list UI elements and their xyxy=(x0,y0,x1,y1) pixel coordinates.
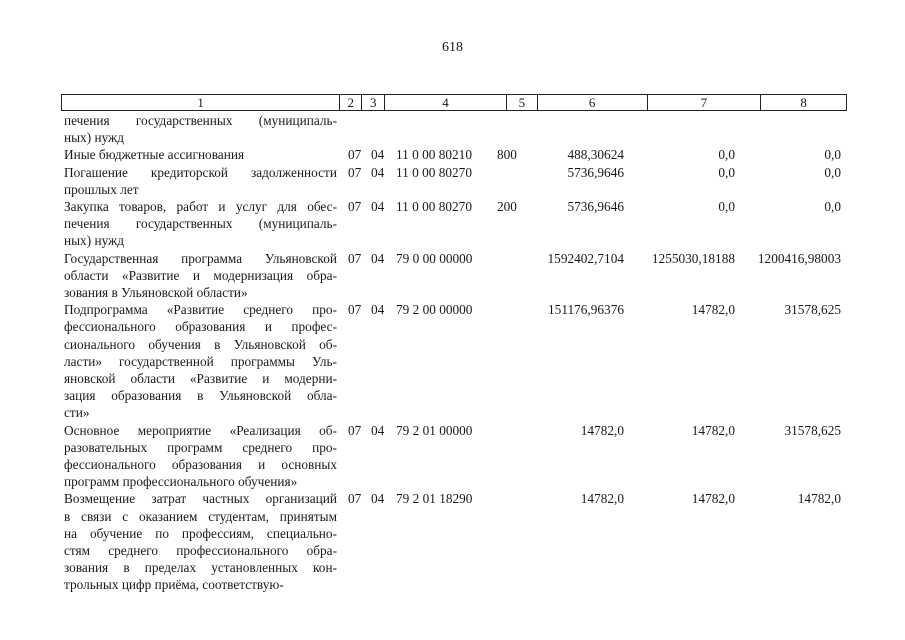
table-row xyxy=(0,301,905,421)
description-line: зования в Ульяновской области» xyxy=(64,285,248,301)
row-description xyxy=(64,146,337,163)
column-header-1: 1 xyxy=(62,95,340,110)
subsection-code: 04 xyxy=(371,199,385,215)
amount-col-6: 1592402,7104 xyxy=(547,250,624,266)
column-header-8: 8 xyxy=(800,95,807,110)
section-code: 07 xyxy=(348,491,362,507)
table-row xyxy=(0,112,905,146)
row-description xyxy=(64,250,337,302)
amount-col-6: 5736,9646 xyxy=(567,164,624,180)
table-row xyxy=(0,250,905,302)
description-line: программ профессионального обучения» xyxy=(64,474,298,490)
target-article-code: 79 2 01 00000 xyxy=(396,422,473,438)
description-line: зования в пределах установленных кон- xyxy=(64,560,337,576)
target-article-code: 11 0 00 80210 xyxy=(396,147,472,163)
section-code: 07 xyxy=(348,422,362,438)
description-line: Государственная программа Ульяновской xyxy=(64,250,337,266)
amount-col-6: 488,30624 xyxy=(567,147,624,163)
description-line: зация образования в Ульяновской обла- xyxy=(64,388,337,404)
description-line: Иные бюджетные ассигнования xyxy=(64,147,245,163)
table-row xyxy=(0,490,905,593)
amount-col-8: 14782,0 xyxy=(797,491,841,507)
target-article-code: 79 0 00 00000 xyxy=(396,250,473,266)
amount-col-8: 0,0 xyxy=(824,147,841,163)
row-description xyxy=(64,422,337,491)
description-line: области «Развитие и модернизация обра- xyxy=(64,267,337,283)
amount-col-7: 14782,0 xyxy=(691,422,735,438)
target-article-code: 11 0 00 80270 xyxy=(396,164,472,180)
amount-col-8: 31578,625 xyxy=(784,302,841,318)
row-description xyxy=(64,490,337,593)
table-body xyxy=(0,112,905,594)
description-line: сти» xyxy=(64,405,90,421)
description-line: ласти» государственной программы Уль- xyxy=(64,353,337,369)
description-line: прошлых лет xyxy=(64,181,139,197)
description-line: на обучение по профессиям, специально- xyxy=(64,525,337,541)
description-line: стям среднего профессионального обра- xyxy=(64,543,337,559)
amount-col-7: 0,0 xyxy=(718,164,735,180)
column-header-6: 6 xyxy=(538,95,648,110)
table-row xyxy=(0,164,905,198)
description-line: яновской области «Развитие и модерни- xyxy=(64,371,337,387)
description-line: печения государственных (муниципаль- xyxy=(64,216,337,232)
table-row xyxy=(0,422,905,491)
description-line: печения государственных (муниципаль- xyxy=(64,113,337,128)
amount-col-6: 151176,96376 xyxy=(548,302,624,318)
amount-col-8: 0,0 xyxy=(824,199,841,215)
section-code: 07 xyxy=(348,164,362,180)
row-description xyxy=(64,164,337,198)
description-line: в связи с оказанием студентам, принятым xyxy=(64,508,337,524)
description-line: фессионального образования и основных xyxy=(64,457,337,473)
target-article-code: 79 2 01 18290 xyxy=(396,491,473,507)
page-number: 618 xyxy=(442,40,463,55)
description-line: ных) нужд xyxy=(64,233,124,249)
expense-type-code: 200 xyxy=(497,199,517,215)
column-header-2: 2 xyxy=(340,95,362,110)
target-article-code: 11 0 00 80270 xyxy=(396,199,472,215)
table-row xyxy=(0,146,905,163)
amount-col-6: 14782,0 xyxy=(580,491,624,507)
column-header-7: 7 xyxy=(648,95,762,110)
amount-col-8: 31578,625 xyxy=(784,422,841,438)
amount-col-6: 14782,0 xyxy=(580,422,624,438)
column-header-4: 4 xyxy=(385,95,507,110)
row-description xyxy=(64,112,337,146)
expense-type-code: 800 xyxy=(497,147,517,163)
amount-col-7: 0,0 xyxy=(718,199,735,215)
description-line: Закупка товаров, работ и услуг для обес- xyxy=(64,199,337,215)
amount-col-7: 14782,0 xyxy=(691,491,735,507)
amount-col-7: 0,0 xyxy=(718,147,735,163)
subsection-code: 04 xyxy=(371,250,385,266)
column-header-5: 5 xyxy=(507,95,538,110)
subsection-code: 04 xyxy=(371,302,385,318)
description-line: фессионального образования и профес- xyxy=(64,319,337,335)
description-line: Подпрограмма «Развитие среднего про- xyxy=(64,302,337,318)
description-line: Возмещение затрат частных организаций xyxy=(64,491,337,507)
row-description xyxy=(64,301,337,421)
table-header xyxy=(61,94,847,111)
section-code: 07 xyxy=(348,250,362,266)
column-header-3: 3 xyxy=(362,95,385,110)
subsection-code: 04 xyxy=(371,491,385,507)
target-article-code: 79 2 00 00000 xyxy=(396,302,473,318)
description-line: сионального обучения в Ульяновской об- xyxy=(64,336,337,352)
section-code: 07 xyxy=(348,199,362,215)
amount-col-8: 0,0 xyxy=(824,164,841,180)
description-line: трольных цифр приёма, соответствую- xyxy=(64,577,284,593)
amount-col-7: 1255030,18188 xyxy=(651,250,735,266)
amount-col-6: 5736,9646 xyxy=(567,199,624,215)
subsection-code: 04 xyxy=(371,147,385,163)
subsection-code: 04 xyxy=(371,164,385,180)
amount-col-7: 14782,0 xyxy=(691,302,735,318)
description-line: разовательных программ среднего про- xyxy=(64,439,337,455)
row-description xyxy=(64,198,337,250)
section-code: 07 xyxy=(348,147,362,163)
amount-col-8: 1200416,98003 xyxy=(757,250,841,266)
description-line: Погашение кредиторской задолженности xyxy=(64,164,337,180)
table-row xyxy=(0,198,905,250)
description-line: Основное мероприятие «Реализация об- xyxy=(64,422,337,438)
subsection-code: 04 xyxy=(371,422,385,438)
description-line: ных) нужд xyxy=(64,130,124,146)
section-code: 07 xyxy=(348,302,362,318)
